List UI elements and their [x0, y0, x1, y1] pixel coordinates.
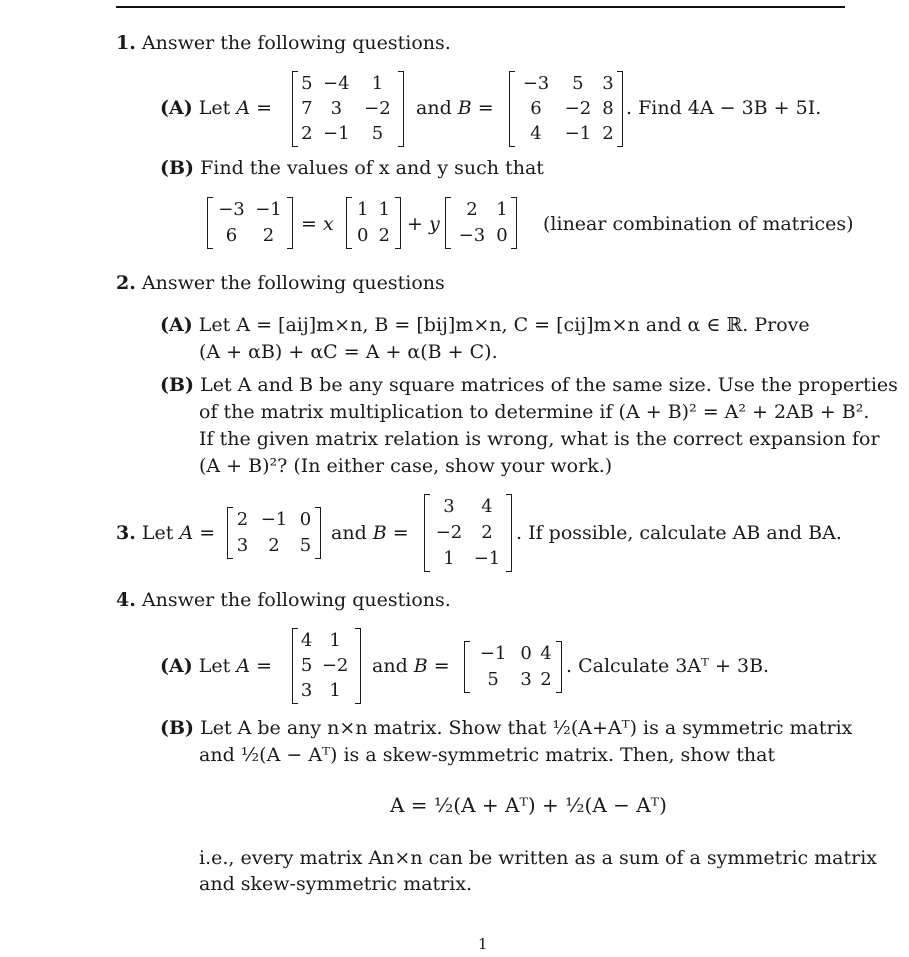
q1a-matrix-b — [509, 71, 623, 147]
matrix-entry: 5 — [572, 72, 584, 94]
q4b-line3: i.e., every matrix An×n can be written as a sum of a symmetric matrix — [199, 847, 878, 869]
q2b-line3: If the given matrix relation is wrong, what is the correct expansion for — [199, 428, 880, 450]
q1b-note: (linear combination of matrices) — [543, 213, 854, 235]
matrix-entry: 0 — [299, 509, 312, 530]
matrix-entry: −1 — [479, 643, 507, 664]
q1b-text — [160, 157, 544, 179]
matrix-entry: 1 — [329, 680, 341, 702]
q1-prompt: Answer the following questions. — [141, 32, 451, 54]
matrix-entry: 0 — [496, 225, 508, 246]
matrix-entry: −2 — [435, 522, 463, 543]
matrix-entry: 0 — [357, 225, 369, 246]
q4b-label: (B) — [160, 717, 195, 739]
page-number: 1 — [478, 935, 488, 953]
matrix-entry: 1 — [496, 199, 508, 220]
matrix-entry: 1 — [371, 72, 384, 94]
q2a-label: (A) — [160, 314, 193, 336]
q1a-and-b: and B = — [416, 97, 494, 119]
matrix-entry: 3 — [443, 496, 455, 517]
q1a-and: and — [416, 97, 452, 119]
matrix-entry: −1 — [564, 123, 592, 145]
matrix-entry: 5 — [487, 669, 499, 690]
matrix-entry: 2 — [268, 535, 280, 556]
matrix-entry: 1 — [329, 629, 341, 651]
q2b-line1 — [160, 374, 898, 396]
q1-heading — [116, 32, 451, 54]
matrix-entry: 5 — [371, 123, 384, 145]
q4b-line2: and ½(A − Aᵀ) is a skew-symmetric matrix. Then, show that — [199, 744, 776, 766]
q2-heading — [116, 272, 445, 294]
matrix-entry: 4 — [300, 629, 313, 651]
q1a-label: (A) — [160, 97, 193, 119]
q4b-line4: and skew-symmetric matrix. — [199, 873, 473, 895]
q2-prompt: Answer the following questions — [141, 272, 445, 294]
matrix-entry: 8 — [602, 97, 614, 119]
q3-and: and — [331, 522, 367, 544]
q4a-and: and — [372, 655, 408, 677]
q3-tail: . If possible, calculate AB and BA. — [516, 522, 842, 544]
matrix-entry: 2 — [378, 225, 390, 246]
q3-and-b: and B = — [331, 522, 409, 544]
q1a-lead: (A) Let A = — [160, 97, 273, 119]
matrix-entry: 0 — [520, 643, 532, 664]
q2-number: 2. — [116, 272, 136, 294]
q2b-line2: of the matrix multiplication to determine if (A + B)² = A² + 2AB + B². — [199, 401, 870, 423]
matrix-entry: 4 — [481, 496, 493, 517]
q4a-and-b: and B = — [372, 655, 450, 677]
matrix-entry: 4 — [530, 123, 542, 145]
q1a-matrix-a — [292, 71, 404, 147]
matrix-entry: −1 — [323, 123, 350, 145]
q4a-label: (A) — [160, 655, 193, 677]
q2b-line4: (A + B)²? (In either case, show your work.) — [199, 455, 613, 477]
q1b-matrix-2 — [445, 197, 517, 249]
q4a-let: Let — [198, 655, 231, 677]
matrix-entry: −2 — [564, 97, 592, 119]
q2a-line2: (A + αB) + αC = A + α(B + C). — [199, 341, 498, 363]
matrix-entry: 3 — [300, 680, 313, 702]
top-rule — [116, 6, 845, 8]
matrix-entry: 5 — [299, 535, 312, 556]
q4b-text1: Let A be any n×n matrix. Show that ½(A+Aᵀ) is a symmetric matrix — [200, 717, 853, 739]
q3-let: Let — [141, 522, 174, 544]
matrix-entry: 2 — [481, 522, 493, 543]
matrix-entry: 2 — [236, 509, 249, 530]
matrix-entry: 1 — [378, 199, 390, 220]
matrix-entry: 2 — [262, 225, 275, 246]
q4a-matrix-a — [292, 628, 361, 704]
matrix-entry: 2 — [301, 123, 313, 145]
matrix-entry: 1 — [357, 199, 369, 220]
q1-number: 1. — [116, 32, 136, 54]
q4a-matrix-b — [464, 641, 562, 693]
q3-number: 3. — [116, 522, 136, 544]
matrix-entry: 3 — [520, 669, 532, 690]
matrix-entry: 5 — [300, 654, 313, 676]
matrix-entry: −1 — [255, 199, 282, 220]
matrix-entry: 6 — [225, 225, 238, 246]
matrix-entry: 2 — [466, 199, 478, 220]
matrix-entry: 5 — [301, 72, 313, 94]
matrix-entry: 1 — [443, 548, 455, 569]
matrix-entry: 2 — [602, 123, 614, 145]
matrix-entry: 3 — [602, 72, 614, 94]
matrix-entry: −2 — [364, 97, 391, 119]
q1b-lhs-matrix — [207, 197, 293, 249]
q2b-text1: Let A and B be any square matrices of the same size. Use the properties — [200, 374, 898, 396]
q2a-text1: Let A = [aij]m×n, B = [bij]m×n, C = [cij]m×n and α ∈ ℝ. Prove — [198, 314, 810, 336]
matrix-entry: −1 — [473, 548, 501, 569]
matrix-entry: −3 — [458, 225, 486, 246]
matrix-entry: −1 — [260, 509, 288, 530]
q4b-line1 — [160, 717, 852, 739]
matrix-entry: −3 — [522, 72, 550, 94]
q3-matrix-b — [424, 494, 512, 572]
q3-lead: 3. Let A = — [116, 522, 216, 544]
q4a-tail: . Calculate 3Aᵀ + 3B. — [566, 655, 770, 677]
matrix-entry: 3 — [330, 97, 343, 119]
q1b-plus-y: + y — [407, 213, 440, 235]
q4b-display-equation: A = ½(A + Aᵀ) + ½(A − Aᵀ) — [390, 793, 667, 817]
q4a-lead: (A) Let A = — [160, 655, 273, 677]
q1b-eq-x: = x — [301, 213, 334, 235]
q1b-matrix-1 — [346, 197, 401, 249]
q3-matrix-a — [227, 507, 321, 559]
q1a-find: . Find 4A − 3B + 5I. — [626, 97, 822, 119]
q1b-label: (B) — [160, 157, 195, 179]
q2b-label: (B) — [160, 374, 195, 396]
matrix-entry: 7 — [301, 97, 313, 119]
matrix-entry: 6 — [530, 97, 542, 119]
q4-heading — [116, 589, 451, 611]
matrix-entry: 2 — [540, 669, 552, 690]
matrix-entry: −2 — [321, 654, 349, 676]
q2a-line1 — [160, 314, 810, 336]
q4-prompt: Answer the following questions. — [141, 589, 451, 611]
q1a-let: Let — [198, 97, 231, 119]
matrix-entry: −4 — [323, 72, 350, 94]
matrix-entry: 3 — [236, 535, 249, 556]
q4-number: 4. — [116, 589, 136, 611]
q1b-prompt: Find the values of x and y such that — [200, 157, 544, 179]
matrix-entry: 4 — [540, 643, 552, 664]
matrix-entry: −3 — [218, 199, 245, 220]
